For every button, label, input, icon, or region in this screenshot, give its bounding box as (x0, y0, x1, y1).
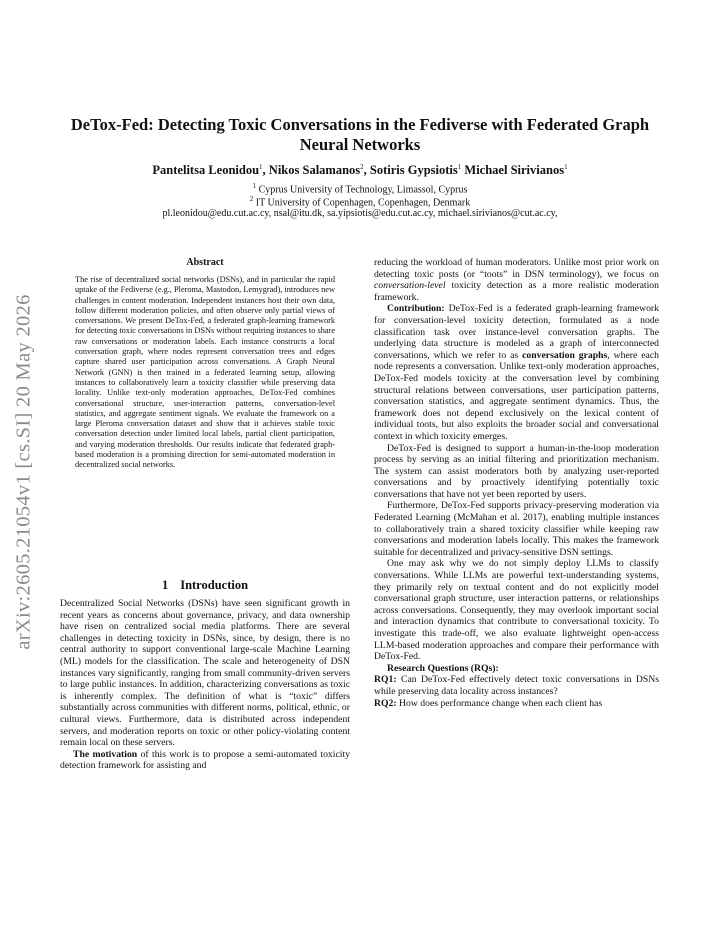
section-title: Introduction (180, 578, 249, 592)
author-separator: , (363, 163, 370, 178)
paragraph: DeTox-Fed is designed to support a human-in-the-loop moderation process by serving as an initial filtering and prioritization mechanism. The system can assist moderators both by analyzing user-reported conversations and by proactively identifying potentially toxic conversations that have not yet been reported by users. (374, 442, 659, 500)
inline-italic: conversation-level (374, 280, 446, 292)
abstract-heading: Abstract (186, 257, 224, 268)
paragraph: One may ask why we do not simply deploy LLMs to classify conversations. While LLMs are powerful text-understanding systems, they primarily rely on textual content and do not explicitly model conversational graph structure, user interaction patterns, or relationships across conversations. Consequently, they may overlook important social and interaction dynamics that contribute to conversational toxicity. To investigate this trade-off, we also evaluate lightweight open-access LLM-based moderation approaches and compare their performance with DeTox-Fed. (374, 558, 659, 663)
title-line-2: Neural Networks (299, 135, 421, 154)
affiliation-text: Cyprus University of Technology, Limassol, Cyprus (258, 184, 468, 196)
section-number: 1 (161, 578, 169, 592)
author-name: Pantelitsa Leonidou (152, 163, 260, 178)
affiliation-text: IT University of Copenhagen, Copenhagen, Denmark (255, 197, 471, 209)
paragraph-motivation-continued: reducing the workload of human moderators. Unlike most prior work on detecting toxic posts (or “toots” in DSN terminology), we focus on conversation-level toxicity detection as a more realistic moderation framework. (374, 257, 659, 303)
author-affiliation-mark: 1 (259, 163, 263, 171)
title-line-1: DeTox-Fed: Detecting Toxic Conversations in the Fediverse with Federated Graph (70, 115, 650, 134)
research-question-2 (374, 698, 659, 710)
research-questions-heading: Research Questions (RQs): (387, 662, 499, 674)
paragraph-text: DeTox-Fed is a federated graph-learning framework for conversation-level toxicity detection, formulated as a node classification task over instance-level conversation graphs. The underlying data structure is modeled as a graph of interconnected conversations, which we refer to as (374, 303, 659, 361)
affiliation-2 (60, 195, 660, 208)
abstract-body: The rise of decentralized social networks (DSNs), and in particular the rapid uptake of the Fediverse (e.g., Pleroma, Mastodon, Lemygrad), introduces new challenges in content moderation. Independent instances host their own data, follow different moderation policies, and often observe only partial views of conversations. We present DeTox-Fed, a federated graph-learning framework for detecting toxic conversations in DSNs without requiring instances to share raw conversations or moderation labels. Each instance constructs a local conversation graph, where nodes represent conversation trees and edges capture shared user participation across conversations. A Graph Neural Network (GNN) is then trained in a federated learning setup, allowing instances to collaboratively learn a toxicity classifier while preserving data locality. Unlike text-only moderation approaches, DeTox-Fed combines conversational structure, user-interaction patterns, conversation-level statistics, and aggregate sentiment signals. We evaluate the framework on a large Pleroma conversation dataset and show that it achieves stable toxic conversation detection under limited local labels, partial client participation, and varying moderation thresholds. Our results indicate that federated graph-based moderation is a promising direction for semi-automated moderation in decentralized social networks. (75, 275, 335, 470)
section-heading-introduction (60, 578, 350, 593)
inline-bold: conversation graphs (522, 349, 608, 361)
affiliation-1 (60, 182, 660, 195)
affiliation-mark: 1 (252, 182, 257, 190)
right-column-body (374, 257, 659, 709)
paragraph-text: toxicity detection as a more realistic moderation framework. (374, 280, 659, 303)
author-name: Nikos Salamanos (268, 163, 361, 178)
author-name: Michael Sirivianos (464, 163, 565, 178)
rq-label: RQ1: (374, 674, 397, 686)
inline-bold: The motivation (73, 748, 138, 760)
author-affiliation-mark: 2 (360, 163, 364, 171)
paragraph-motivation (60, 749, 350, 772)
arxiv-identifier-stamp (4, 262, 44, 682)
arxiv-identifier-text: arXiv:2605.21054v1 [cs.SI] 20 May 2026 (12, 294, 35, 650)
author-separator: , (262, 163, 269, 178)
rq-text: How does performance change when each client has (396, 697, 603, 709)
paragraph-text: , where each node represents a conversation. Unlike text-only moderation approaches, DeTox-Fed models toxicity at the conversation level by combining structural relations between conversations, user participation patterns, conversation statistics, and aggregate sentiment dynamics. Thus, the framework does not depend exclusively on the lexical content of individual toots, but also exploits the broader social and conversational context in which toxicity emerges. (374, 349, 659, 442)
inline-bold: Contribution: (387, 303, 445, 315)
paragraph-text: of this work is to propose a semi-automated toxicity detection framework for assisting and (60, 748, 350, 772)
author-affiliation-mark: 1 (564, 163, 568, 171)
paper-title (60, 115, 660, 155)
author-emails: pl.leonidou@edu.cut.ac.cy, nsal@itu.dk, sa.yipsiotis@edu.cut.ac.cy, michael.sirivianos@cut.ac.cy, (162, 208, 558, 219)
paragraph-contribution (374, 303, 659, 442)
left-column-body (60, 598, 350, 772)
research-question-1 (374, 674, 659, 697)
author-name: Sotiris Gypsiotis (369, 163, 458, 178)
rq-text: Can DeTox-Fed effectively detect toxic conversations in DSNs while preserving data locality across instances? (374, 674, 659, 697)
paragraph: Furthermore, DeTox-Fed supports privacy-preserving moderation via Federated Learning (McMahan et al. 2017), enabling multiple instances to collaboratively train a shared toxicity classifier while keeping raw conversations and moderation labels locally. This makes the framework suitable for decentralized and privacy-sensitive DSN settings. (374, 500, 659, 558)
author-affiliation-mark: 1 (457, 163, 462, 171)
author-list (60, 163, 660, 178)
paragraph: Decentralized Social Networks (DSNs) have seen significant growth in recent years as concerns about governance, privacy, and data ownership have risen on centralized social media platforms. There are several challenges in detecting toxicity in DSNs, since, by design, there is no central authority to support conventional large-scale Machine Learning (ML) models for the classification. The scale and heterogeneity of DSN instances vary significantly, ranging from small community-driven servers to large public instances. In addition, characterizing conversations as toxic is inherently complex. The definition of what is “toxic” differs substantially across communities with different norms, political, ethnic, or cultural views. Furthermore, data is distributed across independent servers, and moderation reports on toxic or other policy-violating content remain local on these servers. (60, 598, 350, 749)
affiliation-mark: 2 (249, 195, 254, 203)
rq-label: RQ2: (374, 697, 397, 709)
